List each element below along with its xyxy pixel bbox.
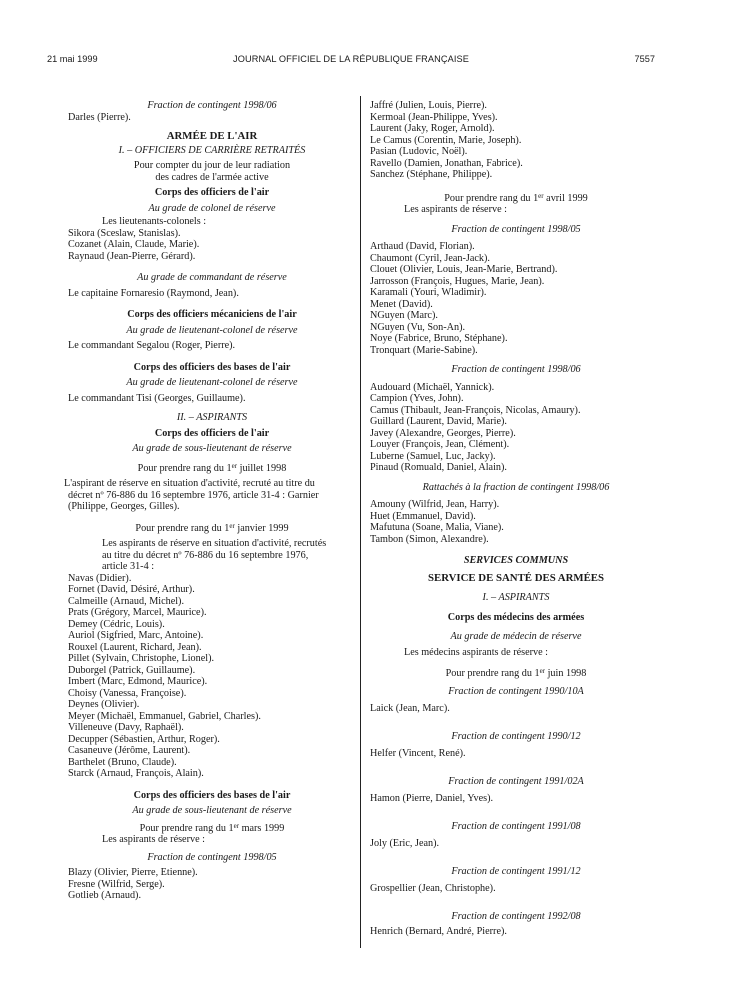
name-entry: Huet (Emmanuel, David). — [370, 510, 476, 522]
rank-date-line: Pour prendre rang du 1er juillet 1998 — [137, 461, 287, 474]
name-entry: Kermoal (Jean-Philippe, Yves). — [370, 111, 498, 123]
grade-heading: Au grade de lieutenant-colonel de réserve — [126, 324, 298, 336]
fraction-heading: Fraction de contingent 1998/06 — [451, 364, 581, 375]
name-entry: Blazy (Olivier, Pierre, Etienne). — [68, 867, 198, 878]
name-entry: Amouny (Wilfrid, Jean, Harry). — [370, 499, 500, 510]
name-entry: Louyer (François, Jean, Clément). — [370, 439, 510, 450]
name-entry: Imbert (Marc, Edmond, Maurice). — [68, 676, 208, 687]
name-entry: Joly (Eric, Jean). — [370, 838, 440, 849]
name-entry: Clouet (Olivier, Louis, Jean-Marie, Bertrand). — [370, 264, 558, 275]
section-heading: SERVICE DE SANTÉ DES ARMÉES — [427, 571, 605, 584]
name-entry: Casaneuve (Jérôme, Laurent). — [68, 745, 191, 756]
fraction-heading: Rattachés à la fraction de contingent 1998/06 — [422, 481, 610, 493]
name-entry: Camus (Thibault, Jean-François, Nicolas, Amaury). — [370, 404, 581, 416]
name-entry: Starck (Arnaud, François, Alain). — [68, 768, 204, 779]
section-heading: SERVICES COMMUNS — [463, 555, 569, 566]
name-entry: Le commandant Tisi (Georges, Guillaume). — [68, 392, 246, 404]
grade-heading: Au grade de médecin de réserve — [450, 631, 582, 642]
name-list — [68, 867, 356, 902]
rank-date-line: Pour prendre rang du 1er janvier 1999 — [135, 521, 289, 534]
name-entry: Menet (David). — [370, 298, 433, 310]
name-list — [370, 382, 662, 474]
section-heading: ARMÉE DE L'AIR — [166, 130, 258, 142]
name-entry: Guillard (Laurent, David, Marie). — [370, 416, 507, 427]
paragraph-line: (Philippe, Georges, Gilles). — [68, 501, 180, 512]
fraction-heading: Fraction de contingent 1991/12 — [451, 865, 581, 877]
name-entry: Navas (Didier). — [68, 572, 132, 584]
running-header — [47, 53, 655, 67]
name-entry: Henrich (Bernard, André, Pierre). — [370, 926, 507, 937]
name-entry: Pinaud (Romuald, Daniel, Alain). — [370, 462, 507, 473]
name-entry: Decupper (Sébastien, Arthur, Roger). — [68, 733, 220, 745]
name-entry: Jarrosson (François, Hugues, Marie, Jean). — [370, 275, 545, 287]
grade-heading: Au grade de sous-lieutenant de réserve — [132, 443, 292, 454]
name-entry: Duborgel (Patrick, Guillaume). — [68, 664, 196, 676]
fraction-heading: Fraction de contingent 1991/08 — [451, 820, 581, 832]
subsection-heading: II. – ASPIRANTS — [176, 412, 248, 423]
name-entry: Le commandant Segalou (Roger, Pierre). — [68, 340, 236, 351]
note-line: des cadres de l'armée active — [155, 171, 269, 183]
fraction-heading: Fraction de contingent 1991/02A — [448, 775, 584, 787]
subsection-heading: I. – OFFICIERS DE CARRIÈRE RETRAITÉS — [118, 144, 306, 156]
header-page-number: 7557 — [634, 54, 655, 64]
list-intro: Les médecins aspirants de réserve : — [404, 646, 548, 658]
name-entry: NGuyen (Marc). — [370, 310, 438, 321]
name-entry: Pasian (Ludovic, Noël). — [370, 146, 468, 157]
name-entry: Pillet (Sylvain, Christophe, Lionel). — [68, 653, 215, 664]
paragraph-line: décret nº 76-886 du 16 septembre 1976, article 31-4 : Garnier — [68, 489, 319, 501]
paragraph-line: au titre du décret nº 76-886 du 16 septembre 1976, — [102, 549, 309, 561]
name-entry: Le capitaine Fornaresio (Raymond, Jean). — [68, 287, 239, 299]
corps-heading: Corps des officiers mécaniciens de l'air — [127, 309, 297, 320]
name-entry: Tronquart (Marie-Sabine). — [370, 344, 478, 356]
name-entry: Rouxel (Laurent, Richard, Jean). — [68, 641, 202, 653]
name-entry: Prats (Grégory, Marcel, Maurice). — [68, 607, 207, 618]
name-entry: NGuyen (Vu, Son-An). — [370, 321, 466, 333]
fraction-heading: Fraction de contingent 1990/12 — [451, 730, 581, 742]
header-date: 21 mai 1999 — [47, 54, 98, 64]
fraction-heading: Fraction de contingent 1992/08 — [451, 910, 581, 922]
paragraph-line: L'aspirant de réserve en situation d'activité, recruté au titre du — [64, 478, 315, 489]
header-journal-title: JOURNAL OFFICIEL DE LA RÉPUBLIQUE FRANÇAISE — [233, 54, 469, 64]
name-entry: Cozanet (Alain, Claude, Marie). — [68, 239, 200, 250]
name-entry: Sikora (Sceslaw, Stanislas). — [68, 227, 181, 239]
name-list — [370, 100, 662, 181]
name-entry: Choisy (Vanessa, Françoise). — [68, 687, 187, 699]
rank-date-line: Pour prendre rang du 1er mars 1999 — [139, 821, 285, 834]
corps-heading: Corps des officiers des bases de l'air — [133, 789, 291, 801]
name-entry: Jaffré (Julien, Louis, Pierre). — [370, 100, 487, 111]
rank-date-line: Pour prendre rang du 1er juin 1998 — [445, 667, 587, 679]
left-column — [64, 100, 356, 902]
list-intro: Les lieutenants-colonels : — [102, 216, 207, 227]
name-entry: Fresne (Wilfrid, Serge). — [68, 878, 165, 890]
fraction-heading: Fraction de contingent 1998/06 — [147, 100, 277, 111]
name-entry: Hamon (Pierre, Daniel, Yves). — [370, 793, 494, 804]
name-entry: Raynaud (Jean-Pierre, Gérard). — [68, 250, 196, 262]
fraction-heading: Fraction de contingent 1998/05 — [147, 851, 277, 863]
paragraph-line: article 31-4 : — [102, 561, 155, 572]
name-entry: Karamali (Youri, Wladimir). — [370, 287, 487, 298]
right-column — [370, 100, 662, 938]
grade-heading: Au grade de commandant de réserve — [137, 272, 287, 283]
name-list — [370, 499, 662, 545]
name-entry: Mafutuna (Soane, Malia, Viane). — [370, 522, 504, 533]
name-entry: Gotlieb (Arnaud). — [68, 890, 141, 901]
name-entry: Noye (Fabrice, Bruno, Stéphane). — [370, 333, 508, 344]
grade-heading: Au grade de sous-lieutenant de réserve — [132, 805, 292, 816]
column-divider — [360, 96, 361, 948]
name-entry: Fornet (David, Désiré, Arthur). — [68, 584, 195, 595]
name-entry: Barthelet (Bruno, Claude). — [68, 756, 177, 768]
corps-heading: Corps des officiers de l'air — [154, 187, 270, 198]
name-entry: Tambon (Simon, Alexandre). — [370, 533, 489, 545]
name-entry: Luberne (Samuel, Luc, Jacky). — [370, 450, 496, 462]
list-intro: Les aspirants de réserve : — [102, 834, 205, 845]
name-entry: Audouard (Michaël, Yannick). — [370, 381, 495, 393]
corps-heading: Corps des officiers des bases de l'air — [133, 361, 291, 373]
corps-heading: Corps des officiers de l'air — [154, 427, 270, 439]
corps-heading: Corps des médecins des armées — [447, 611, 585, 623]
name-entry: Arthaud (David, Florian). — [370, 241, 475, 252]
name-entry: Darles (Pierre). — [68, 111, 131, 123]
name-entry: Laurent (Jaky, Roger, Arnold). — [370, 123, 495, 134]
subsection-heading: I. – ASPIRANTS — [482, 592, 550, 603]
fraction-heading: Fraction de contingent 1998/05 — [451, 223, 581, 235]
name-entry: Laick (Jean, Marc). — [370, 703, 450, 714]
paragraph-line: Les aspirants de réserve en situation d'activité, recrutés — [102, 538, 327, 549]
name-entry: Ravello (Damien, Jonathan, Fabrice). — [370, 157, 523, 169]
name-entry: Grospellier (Jean, Christophe). — [370, 883, 496, 894]
name-entry: Calmeille (Arnaud, Michel). — [68, 595, 184, 607]
name-entry: Auriol (Sigfried, Marc, Antoine). — [68, 630, 204, 641]
name-entry: Meyer (Michaël, Emmanuel, Gabriel, Charles). — [68, 710, 261, 722]
name-entry: Javey (Alexandre, Georges, Pierre). — [370, 427, 516, 439]
name-entry: Campion (Yves, John). — [370, 393, 464, 404]
name-entry: Le Camus (Corentin, Marie, Joseph). — [370, 134, 522, 146]
list-intro: Les aspirants de réserve : — [404, 204, 507, 215]
name-entry: Villeneuve (Davy, Raphaël). — [68, 722, 184, 733]
fraction-heading: Fraction de contingent 1990/10A — [448, 685, 584, 697]
name-entry: Demey (Cédric, Louis). — [68, 618, 165, 630]
grade-heading: Au grade de lieutenant-colonel de réserve — [126, 377, 298, 388]
name-list — [68, 573, 356, 780]
rank-date-line: Pour prendre rang du 1er avril 1999 — [444, 191, 588, 204]
note-line: Pour compter du jour de leur radiation — [133, 160, 291, 171]
name-entry: Chaumont (Cyril, Jean-Jack). — [370, 252, 490, 264]
grade-heading: Au grade de colonel de réserve — [148, 202, 276, 214]
name-entry: Helfer (Vincent, René). — [370, 748, 466, 759]
name-entry: Deynes (Olivier). — [68, 699, 140, 710]
name-entry: Sanchez (Stéphane, Philippe). — [370, 169, 493, 180]
name-list — [370, 241, 662, 356]
